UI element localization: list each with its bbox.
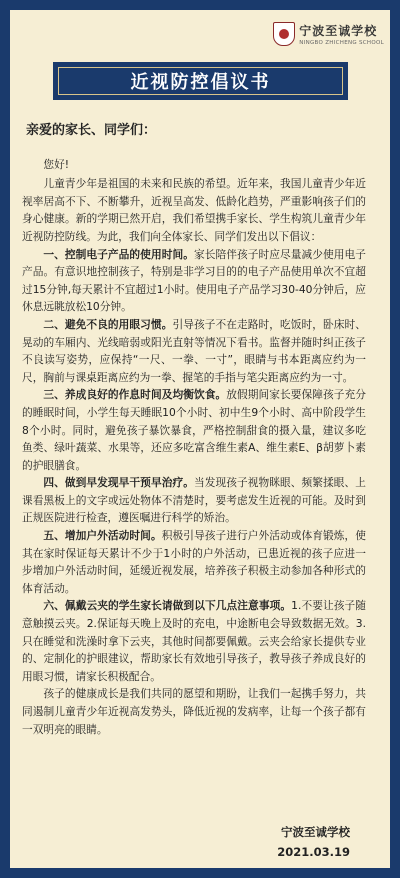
- salutation: 亲爱的家长、同学们：: [26, 123, 157, 138]
- poster-frame: [10, 10, 390, 868]
- item-1: [22, 246, 366, 316]
- item-6-body: 1.不要让孩子随意触摸云夹。2.保证每天晚上及时的充电，中途断电会导致数据无效。3.只在睡觉和洗澡时拿下云夹，其他时间都要佩戴。云夹会给家长提供专业的、定制化的护眼建议，帮助家长有效地引导孩子，教导孩子养成良好的用眼习惯，请家长积极配合。: [22, 599, 366, 683]
- item-1-body: 家长陪伴孩子时应尽量减少使用电子产品。有意识地控制孩子，特别是非学习目的的电子产品使用单次不宜超过15分钟,每天累计不宜超过1小时。使用电子产品学习30-40分钟后，应休息远眺放松10分钟。: [22, 247, 366, 314]
- item-2-body: 引导孩子不在走路时，吃饭时，卧床时、晃动的车厢内、光线暗弱或阳光直射等情况下看书。监督并随时纠正孩子不良读写姿势，应保持“一尺、一拳、一寸”，眼睛与书本距离应约为一尺，胸前与课桌距离应约为一拳、握笔的手指与笔尖距离应约为一寸。: [22, 317, 366, 384]
- signature-org: 宁波至诚学校: [281, 825, 350, 839]
- item-5-lead: 五、增加户外活动时间。: [43, 529, 162, 543]
- item-4: [22, 474, 366, 527]
- school-name-cn: 宁波至诚学校: [299, 24, 378, 38]
- school-crest-icon: [273, 22, 295, 46]
- header: [10, 10, 390, 58]
- item-4-lead: 四、做到早发现早干预早治疗。: [43, 476, 194, 490]
- item-4-body: 当发现孩子视物眯眼、频繁揉眼、上课看黑板上的文字或远处物体不清楚时，要考虑发生近视的可能。及时到正规医院进行检查，遵医嘱进行科学的矫治。: [22, 476, 366, 525]
- item-2: [22, 316, 366, 386]
- page-title: 近视防控倡议书: [130, 72, 271, 93]
- item-2-lead: 二、避免不良的用眼习惯。: [43, 317, 173, 331]
- intro-paragraph: 儿童青少年是祖国的未来和民族的希望。近年来，我国儿童青少年近视率居高不下、不断攀升，近视呈高发、低龄化趋势，严重影响孩子们的身心健康。新的学期已然开启，我们希望携手家长、学生构筑儿童青少年近视防控防线。为此，我们向全体家长、同学们发出以下倡议：: [22, 177, 366, 243]
- title-banner: [53, 62, 348, 100]
- closing-paragraph: 孩子的健康成长是我们共同的愿望和期盼，让我们一起携手努力，共同遏制儿童青少年近视高发势头，降低近视的发病率，让每一个孩子都有一双明亮的眼睛。: [22, 687, 366, 736]
- item-1-lead: 一、控制电子产品的使用时间。: [43, 247, 194, 261]
- greeting: 您好!: [43, 157, 70, 171]
- item-3: [22, 386, 366, 474]
- item-6: [22, 597, 366, 685]
- item-5-body: 积极引导孩子进行户外活动或体育锻炼，使其在家时保证每天累计不少于1小时的户外活动，已患近视的孩子应进一步增加户外活动时间，延缓近视发展，培养孩子积极主动参加各种形式的体育活动。: [22, 529, 366, 595]
- school-name-en: NINGBO ZHICHENG SCHOOL: [299, 40, 384, 46]
- letter-body: [22, 110, 366, 738]
- item-3-body: 放假期间家长要保障孩子充分的睡眠时间，小学生每天睡眠10个小时、初中生9个小时、高中阶段学生8个小时。同时，避免孩子暴饮暴食，严格控制甜食的摄入量，建议多吃鱼类、绿叶蔬菜、水果等，还应多吃富含维生素A、维生素E、β胡萝卜素的护眼膳食。: [22, 388, 366, 472]
- signature: [277, 822, 350, 862]
- school-logo: [273, 19, 384, 49]
- item-5: [22, 527, 366, 597]
- signature-date: 2021.03.19: [277, 845, 350, 859]
- item-3-lead: 三、养成良好的作息时间及均衡饮食。: [43, 388, 227, 402]
- item-6-lead: 六、佩戴云夹的学生家长请做到以下几点注意事项。: [43, 599, 292, 613]
